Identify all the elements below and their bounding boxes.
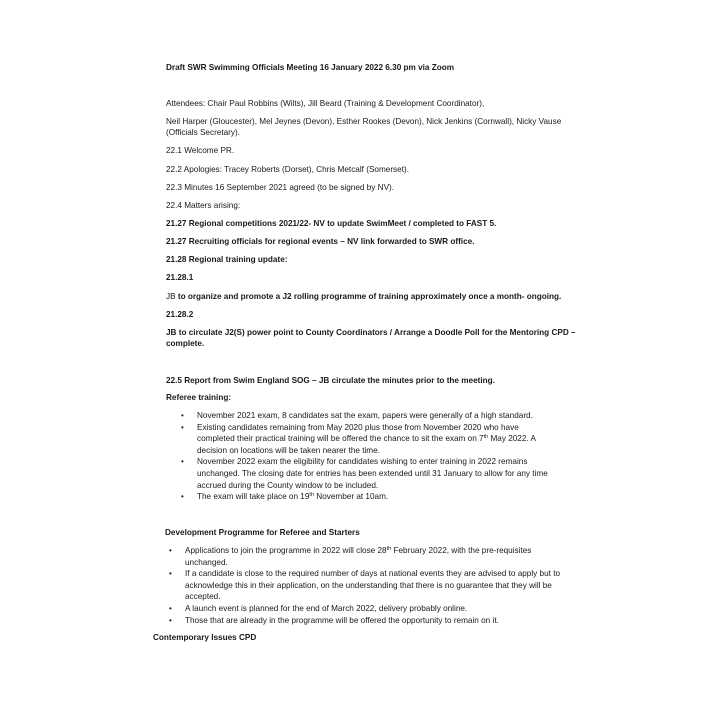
bullet-icon: • [181,411,184,420]
contemporary-issues-heading: Contemporary Issues CPD [153,633,257,642]
jb-initials: JB [166,292,176,301]
item-regional-training: 21.28 Regional training update: [166,255,288,264]
referee-training-heading: Referee training: [166,393,232,402]
list-item: • November 2022 exam the eligibility for candidates wishing to enter training in 2022 remains unchanged. The closing date for entries has been extended until 31 January to allow for any time accrued during the County window to be included. [181,457,548,490]
item-number-21-28-2: 21.28.2 [166,310,194,319]
item-21-28-1-text [166,291,561,303]
attendees-line-2: Neil Harper (Gloucester), Mel Jeynes (Devon), Esther Rookes (Devon), Nick Jenkins (Cornwall), Nicky Vause [166,117,562,126]
item-matters-arising: 22.4 Matters arising: [166,201,241,210]
attendees-line-1: Attendees: Chair Paul Robbins (Wilts), Jill Beard (Training & Development Coordinator), [166,99,485,108]
item-21-28-2-line-1: JB to circulate J2(S) power point to County Coordinators / Arrange a Doodle Poll for the Mentoring CPD – [166,328,576,337]
list-item: • A launch event is planned for the end of March 2022, delivery probably online. [169,603,468,613]
item-welcome: 22.1 Welcome PR. [166,146,235,155]
bullet-icon: • [181,457,184,467]
item-minutes: 22.3 Minutes 16 September 2021 agreed (to be signed by NV). [166,183,395,192]
item-swim-england-report: 22.5 Report from Swim England SOG – JB circulate the minutes prior to the meeting. [166,376,495,385]
development-programme-heading: Development Programme for Referee and Starters [165,528,360,537]
list-item: • Those that are already in the programme will be offered the opportunity to remain on it. [169,615,499,625]
item-recruiting-officials: 21.27 Recruiting officials for regional events – NV link forwarded to SWR office. [166,237,475,246]
item-regional-competitions: 21.27 Regional competitions 2021/22- NV to update SwimMeet / completed to FAST 5. [166,219,497,228]
bullet-icon: • [181,492,184,502]
list-item: • Applications to join the programme in 2022 will close 28th February 2022, with the pre-requisites unchanged. [169,546,532,567]
bullet-icon: • [169,569,172,579]
list-item: • November 2021 exam, 8 candidates sat the exam, papers were generally of a high standard. [181,411,533,420]
bullet-icon: • [169,546,172,555]
item-21-28-1-body: to organize and promote a J2 rolling programme of training approximately once a month- ongoing. [175,292,562,301]
bullet-icon: • [169,603,172,613]
item-number-21-28-1: 21.28.1 [166,273,194,282]
bullet-icon: • [169,615,172,625]
item-apologies: 22.2 Apologies: Tracey Roberts (Dorset), Chris Metcalf (Somerset). [166,165,409,174]
list-item: • If a candidate is close to the required number of days at national events they are advised to apply but to acknowledge this in their application, on the understanding that there is no guarantee that they will be accepted. [169,569,561,602]
list-item: • Existing candidates remaining from May 2020 plus those from November 2020 who have completed their practical training will be offered the chance to sit the exam on 7th May 2022. A decision on locations will be taken nearer the time. [181,422,536,455]
development-programme-list [169,545,569,626]
attendees-line-3: (Officials Secretary). [166,128,241,137]
list-item: • The exam will take place on 19th November at 10am. [181,492,389,502]
document-title: Draft SWR Swimming Officials Meeting 16 January 2022 6.30 pm via Zoom [166,63,455,72]
item-21-28-2-line-2: complete. [166,339,205,348]
referee-training-list [181,410,556,503]
bullet-icon: • [181,422,184,432]
